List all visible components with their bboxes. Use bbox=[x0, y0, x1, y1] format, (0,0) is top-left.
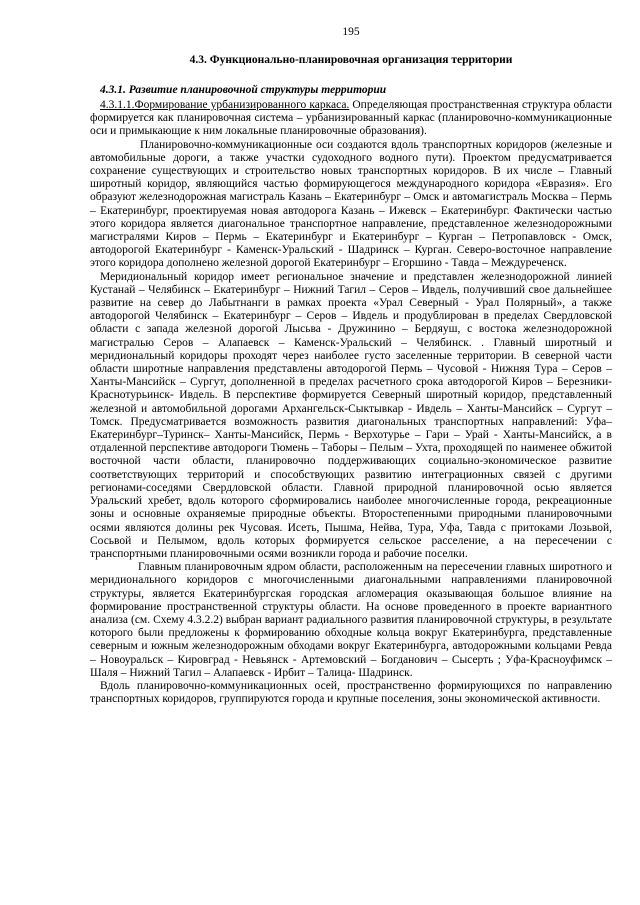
page-number: 195 bbox=[342, 26, 360, 38]
paragraph-2: Планировочно-коммуникационные оси создаются вдоль транспортных коридоров (железные и автомобильные дороги, а также участки судоходного водного пути). Проектом предусматривается сохранение существующих и строительство новых транспортных коридоров. В их числе – Главный широтный коридор, являющийся частью формирующегося международного коридора «Евразия». Его образуют железнодорожная магистраль Казань – Екатеринбург – Омск и автомагистраль Москва – Пермь – Екатеринбург, проектируемая новая автодорога Казань – Ижевск – Екатеринбург. Фактически частью этого коридора является диагональное транспортное направление, представленное железнодорожными магистралями Киров – Пермь – Екатеринбург и Екатеринбург – Курган – Петропавловск - Омск, автодорогой Екатеринбург - Каменск-Уральский - Шадринск – Курган. Северо-восточное направление этого коридора дополнено железной дорогой Екатеринбург – Егоршино - Тавда – Междуреченск. bbox=[90, 138, 612, 270]
subsection-title: 4.3.1. Развитие планировочной структуры территории bbox=[100, 84, 387, 96]
paragraph-lead: 4.3.1.1.Формирование урбанизированного каркаса. bbox=[100, 99, 350, 111]
paragraph-5: Вдоль планировочно-коммуникационных осей, пространственно формирующихся по направлению транспортных коридоров, группируются города и крупные поселения, зоны экономической активности. bbox=[90, 679, 612, 706]
paragraph-text: Определяющая пространственная структура области формируется как планировочная система – урбанизированный каркас (планировочно-коммуникационные оси и примыкающие к ним локальные планировочные образования). bbox=[90, 99, 612, 138]
body-text bbox=[90, 99, 612, 706]
paragraph-3: Меридиональный коридор имеет региональное значение и представлен железнодорожной линией Кустанай – Челябинск – Екатеринбург – Нижний Тагил – Серов – Ивдель, получивший свое дальнейшее развитие на север до Лабытнанги в рамках проекта «Урал Северный - Урал Полярный», а также автодорогой Челябинск – Екатеринбург – Серов – Ивдель и продублирован в пределах Свердловской области с запада железной дорогой Лысьва - Дружинино – Бердяуш, с востока железнодорожной магистралью Серов – Алапаевск – Каменск-Уральский – Челябинск. . Главный широтный и меридиональный коридоры проходят через наиболее густо заселенные территории. В северной части области широтные направления представлены автодорогой Пермь – Чусовой - Нижняя Тура – Серов – Ханты-Мансийск – Сургут, дополненной в пределах расчетного срока автодорогой Киров – Березники- Краснотурьинск- Ивдель. В перспективе формируется Северный широтный коридор, представленный железной и автомобильной дорогами Архангельск-Сыктывкар - Ивдель – Ханты-Мансийск – Сургут – Томск. Предусматривается возможность развития диагональных транспортных направлений: Уфа–Екатеринбург–Туринск– Ханты-Мансийск, Пермь - Верхотурье – Гари – Урай - Ханты-Мансийск, а в отдаленной перспективе автодороги Тюмень – Таборы – Пелым – Ухта, проходящей по наименее обжитой восточной части области, планировочно поддерживающих социально-экономическое развитие соответствующих территорий и способствующих развитию интеграционных связей с другими регионами-соседями Свердловской области. Главной природной планировочной осью является Уральский хребет, вдоль которого сформировались наиболее многочисленные города, рекреационные зоны и основные охраняемые природные объекты. Второстепенными природными планировочными осями являются долины рек Чусовая. Исеть, Пышма, Нейва, Тура, Уфа, Тавда с притоками Лозьвой, Сосьвой и Пелымом, вдоль которых формируется сельское расселение, а на пересечении с транспортными планировочными осями возникли города и рабочие поселки. bbox=[90, 270, 612, 560]
section-title: 4.3. Функционально-планировочная организация территории bbox=[189, 54, 513, 66]
paragraph-4: Главным планировочным ядром области, расположенным на пересечении главных широтного и меридионального коридоров с многочисленными диагональными направлениями планировочной структуры, является Екатеринбургская городская агломерация оказывающая большое влияние на формирование пространственной структуры области. На основе проведенного в проекте вариантного анализа (см. Схему 4.3.2.2) выбран вариант радиального развития планировочной структуры, в результате которого были предложены к формированию обходные кольца вокруг Екатеринбурга, представленные северным и южным железнодорожным обходами вокруг Екатеринбурга, автодорожными кольцами Ревда – Новоуральск – Кировград - Невьянск - Артемовский – Богданович – Сысерть ; Уфа-Красноуфимск – Шаля – Нижний Тагил – Алапаевск - Ирбит – Талица- Шадринск. bbox=[90, 561, 612, 679]
paragraph-1 bbox=[90, 99, 612, 139]
